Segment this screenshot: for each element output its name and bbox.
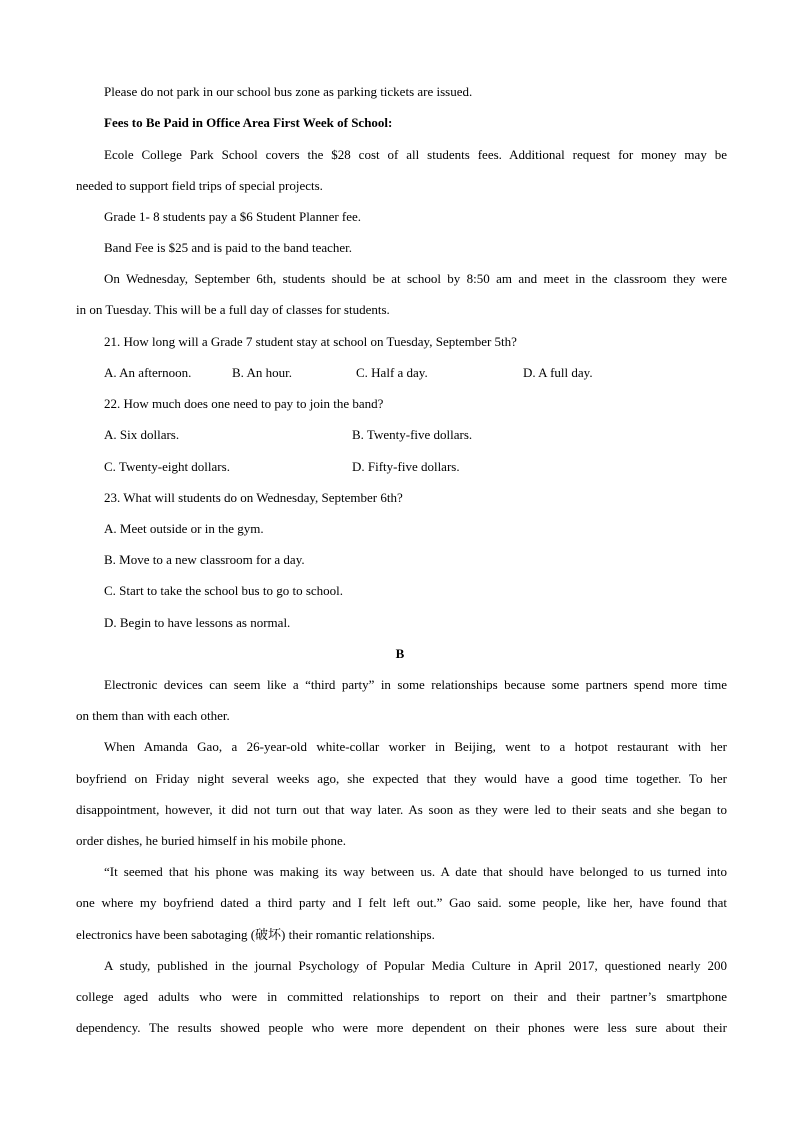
question-stem: 21. How long will a Grade 7 student stay at school on Tuesday, September 5th? bbox=[104, 334, 517, 349]
paragraph-line: dependency. The results showed people who were more dependent on their phones were less sure about their bbox=[76, 1020, 727, 1035]
answer-option: B. Twenty-five dollars. bbox=[352, 427, 473, 442]
paragraph-line: A study, published in the journal Psychology of Popular Media Culture in April 2017, questioned nearly 200 bbox=[104, 958, 727, 973]
answer-option: A. Six dollars. bbox=[104, 427, 180, 442]
answer-option: C. Start to take the school bus to go to school. bbox=[104, 583, 344, 598]
paragraph-line: Band Fee is $25 and is paid to the band teacher. bbox=[104, 240, 353, 255]
paragraph-line: in on Tuesday. This will be a full day of classes for students. bbox=[76, 302, 390, 317]
paragraph-line: one where my boyfriend dated a third party and I felt left out.” Gao said. some people, like her, have found that bbox=[76, 895, 727, 910]
paragraph-line: electronics have been sabotaging (破坏) their romantic relationships. bbox=[76, 927, 435, 942]
paragraph-line: Please do not park in our school bus zone as parking tickets are issued. bbox=[104, 84, 473, 99]
paragraph-line: on them than with each other. bbox=[76, 708, 230, 723]
paragraph-line: boyfriend on Friday night several weeks ago, she expected that they would have a good time together. To her bbox=[76, 771, 727, 786]
paragraph-line: Grade 1- 8 students pay a $6 Student Planner fee. bbox=[104, 209, 362, 224]
paragraph-line: order dishes, he buried himself in his mobile phone. bbox=[76, 833, 347, 848]
paragraph-line: Electronic devices can seem like a “third party” in some relationships because some partners spend more time bbox=[104, 677, 727, 692]
answer-option: C. Half a day. bbox=[356, 365, 428, 380]
question-stem: 22. How much does one need to pay to join the band? bbox=[104, 396, 384, 411]
answer-option: D. A full day. bbox=[523, 365, 593, 380]
answer-option: D. Begin to have lessons as normal. bbox=[104, 615, 291, 630]
paragraph-line: When Amanda Gao, a 26-year-old white-collar worker in Beijing, went to a hotpot restaurant with her bbox=[104, 739, 727, 754]
question-stem: 23. What will students do on Wednesday, September 6th? bbox=[104, 490, 403, 505]
paragraph-line: college aged adults who were in committed relationships to report on their and their partner’s smartphone bbox=[76, 989, 727, 1004]
answer-option: C. Twenty-eight dollars. bbox=[104, 459, 230, 474]
section-heading: Fees to Be Paid in Office Area First Week of School: bbox=[104, 115, 393, 130]
section-heading: B bbox=[395, 646, 405, 661]
answer-option: A. Meet outside or in the gym. bbox=[104, 521, 264, 536]
paragraph-line: disappointment, however, it did not turn out that way later. As soon as they were led to their seats and she began to bbox=[76, 802, 727, 817]
paragraph-line: “It seemed that his phone was making its way between us. A date that should have belonged to us turned into bbox=[104, 864, 727, 879]
paragraph-line: On Wednesday, September 6th, students should be at school by 8:50 am and meet in the classroom they were bbox=[104, 271, 727, 286]
answer-option: B. Move to a new classroom for a day. bbox=[104, 552, 305, 567]
answer-option: D. Fifty-five dollars. bbox=[352, 459, 460, 474]
paragraph-line: Ecole College Park School covers the $28 cost of all students fees. Additional request for money may be bbox=[104, 147, 727, 162]
paragraph-line: needed to support field trips of special projects. bbox=[76, 178, 323, 193]
answer-option: A. An afternoon. bbox=[104, 365, 192, 380]
answer-option: B. An hour. bbox=[232, 365, 292, 380]
